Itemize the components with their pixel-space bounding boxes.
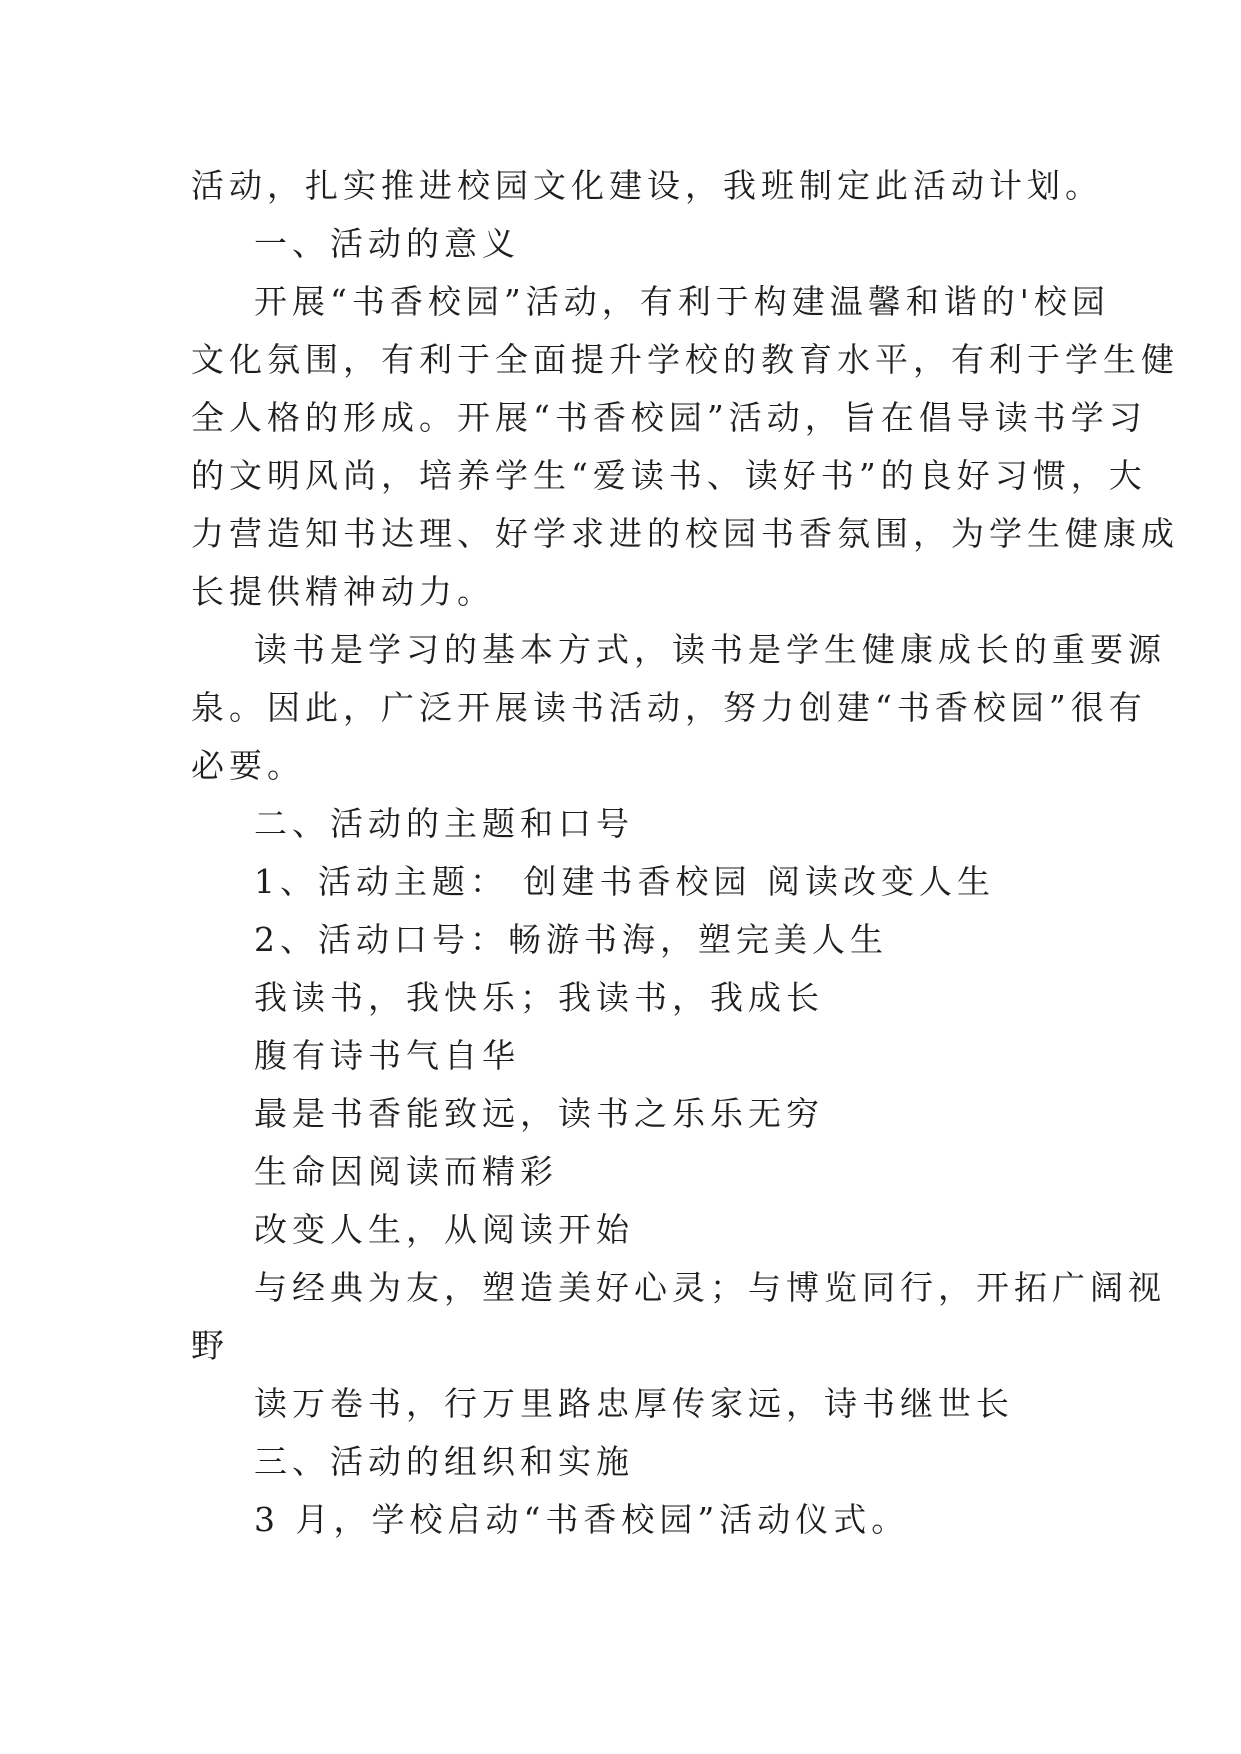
paragraph-line: 3 月，学校启动“书香校园”活动仪式。 [254, 1500, 910, 1539]
section-heading-significance: 一、活动的意义 [254, 224, 520, 263]
section-heading-organization: 三、活动的组织和实施 [254, 1442, 634, 1481]
list-item-slogan: 2、活动口号：畅游书海，塑完美人生 [254, 920, 888, 959]
paragraph-line: 文化氛围，有利于全面提升学校的教育水平，有利于学生健 [191, 340, 1179, 379]
paragraph-line: 全人格的形成。开展“书香校园”活动，旨在倡导读书学习 [191, 398, 1147, 437]
slogan-line: 腹有诗书气自华 [254, 1036, 520, 1075]
slogan-line: 生命因阅读而精彩 [254, 1152, 558, 1191]
slogan-line: 与经典为友，塑造美好心灵；与博览同行，开拓广阔视 [254, 1268, 1166, 1307]
paragraph-line: 活动，扎实推进校园文化建设，我班制定此活动计划。 [191, 166, 1103, 205]
slogan-line: 最是书香能致远，读书之乐乐无穷 [254, 1094, 824, 1133]
paragraph-line: 泉。因此，广泛开展读书活动，努力创建“书香校园”很有 [191, 688, 1147, 727]
slogan-line: 改变人生，从阅读开始 [254, 1210, 634, 1249]
slogan-line: 读万卷书，行万里路忠厚传家远，诗书继世长 [254, 1384, 1014, 1423]
paragraph-line: 开展“书香校园”活动，有利于构建温馨和谐的'校园 [254, 282, 1110, 321]
slogan-line-continued: 野 [191, 1326, 229, 1365]
paragraph-line: 的文明风尚，培养学生“爱读书、读好书”的良好习惯，大 [191, 456, 1147, 495]
slogan-line: 我读书，我快乐；我读书，我成长 [254, 978, 824, 1017]
paragraph-line: 长提供精神动力。 [191, 572, 495, 611]
paragraph-line: 必要。 [191, 746, 305, 785]
paragraph-line: 力营造知书达理、好学求进的校园书香氛围，为学生健康成 [191, 514, 1179, 553]
list-item-theme: 1、活动主题： 创建书香校园 阅读改变人生 [254, 862, 995, 901]
paragraph-line: 读书是学习的基本方式，读书是学生健康成长的重要源 [254, 630, 1166, 669]
section-heading-theme-slogan: 二、活动的主题和口号 [254, 804, 634, 843]
